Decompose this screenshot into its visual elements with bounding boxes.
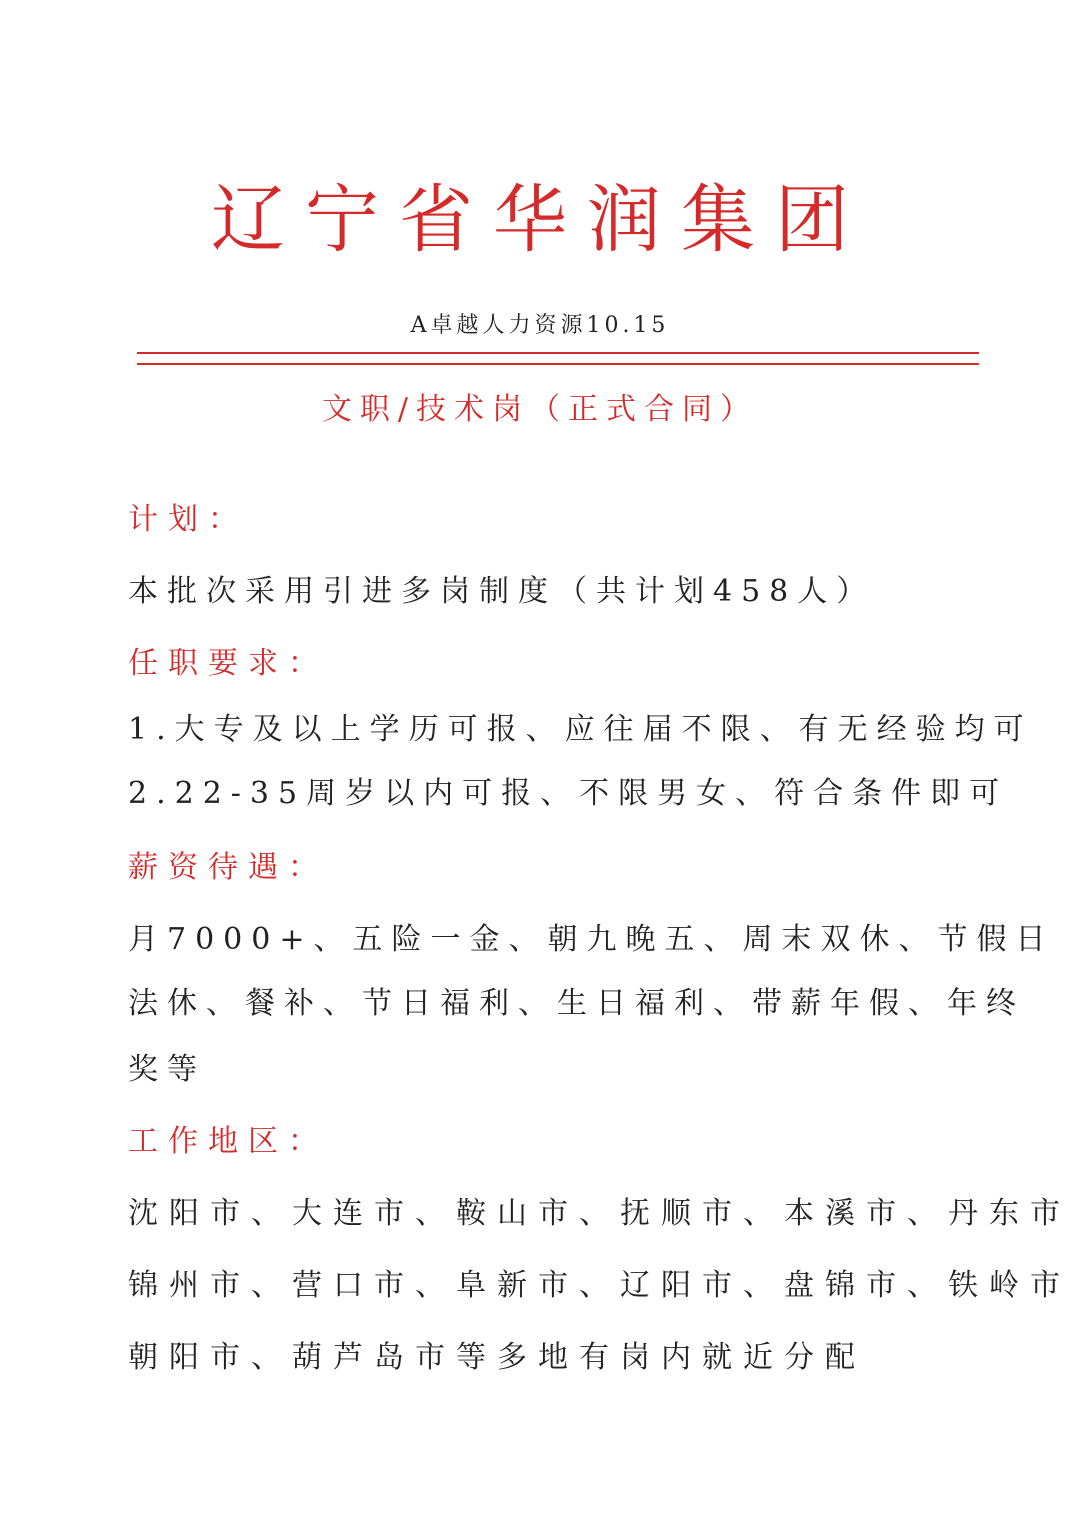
document-subheader: A卓越人力资源10.15 [410,313,670,338]
requirement-line-2: 2.22-35周岁以内可报、不限男女、符合条件即可 [128,776,1009,811]
plan-heading: 计划： [128,502,248,537]
plan-line: 本批次采用引进多岗制度（共计划458人） [128,574,876,609]
salary-heading: 薪资待遇： [128,850,328,885]
locations-line-1: 沈阳市、大连市、鞍山市、抚顺市、本溪市、丹东市 [128,1196,1071,1231]
requirements-heading: 任职要求： [128,646,328,681]
locations-line-3: 朝阳市、葫芦岛市等多地有岗内就近分配 [128,1340,866,1375]
salary-line-1: 月7000+、五险一金、朝九晚五、周末双休、节假日 [128,922,1055,957]
document-title: 辽宁省华润集团 [211,177,869,263]
locations-heading: 工作地区： [128,1124,328,1159]
salary-line-2: 法休、餐补、节日福利、生日福利、带薪年假、年终 [128,986,1025,1021]
locations-line-2: 锦州市、营口市、阜新市、辽阳市、盘锦市、铁岭市 [128,1268,1071,1303]
header-rule-top [137,352,979,354]
document-type: 文职/技术岗（正式合同） [321,392,759,427]
salary-line-3: 奖等 [128,1052,206,1087]
requirement-line-1: 1.大专及以上学历可报、应往届不限、有无经验均可 [128,712,1033,747]
header-rule-bottom [137,363,979,365]
